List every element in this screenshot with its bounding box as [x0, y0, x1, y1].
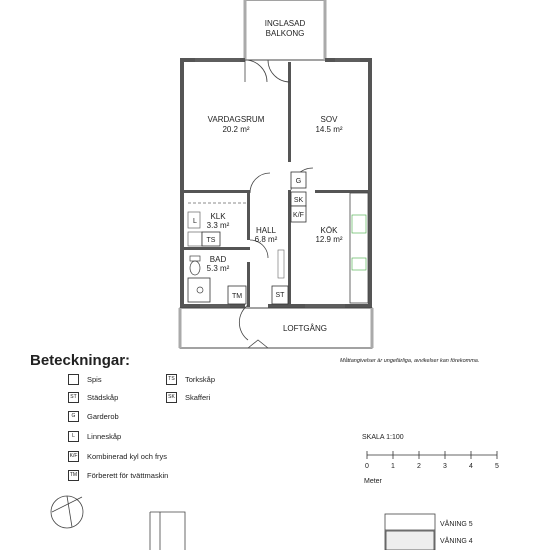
closet-area: 3.3 m²: [206, 221, 230, 230]
balcony-label-1: INGLASAD: [264, 19, 306, 28]
hall-name: HALL: [255, 226, 277, 235]
scale-tick: 3: [443, 463, 447, 470]
legend-label: Kombinerad kyl och frys: [87, 451, 168, 461]
legend-item: [68, 372, 102, 386]
stove-icon: [68, 374, 79, 385]
closet-name: KLK: [210, 212, 226, 221]
legend-item: [68, 449, 167, 463]
legend-code: K/F: [68, 451, 79, 462]
balcony-label-2: BALKONG: [265, 29, 305, 38]
kitchen-area: 12.9 m²: [315, 235, 343, 244]
living-name: VARDAGSRUM: [207, 115, 265, 124]
legend-item: [166, 390, 210, 404]
legend-code: G: [68, 411, 79, 422]
kitchen-counter: [350, 193, 368, 303]
hall-area: 6.8 m²: [254, 235, 278, 244]
legend-item: [68, 468, 168, 482]
disclaimer-note: Måttangivelser är ungefärliga, avvikelser kan förekomma.: [340, 358, 480, 364]
legend-item: [68, 429, 121, 443]
legend-label: Städskåp: [87, 392, 119, 402]
bath-area: 5.3 m²: [206, 264, 230, 273]
legend-code: ST: [68, 392, 79, 403]
scale-tick: 2: [417, 463, 421, 470]
fixture-SK: SK: [293, 197, 304, 204]
fixture-G: G: [295, 178, 302, 185]
floor-indicator: [385, 514, 435, 550]
legend-label: Skafferi: [185, 392, 211, 402]
gallery: [180, 308, 372, 348]
scale-tick: 0: [365, 463, 369, 470]
floor-label-5: VÅNING 5: [440, 521, 473, 528]
fixture-L: L: [193, 218, 197, 225]
floor-label-4: VÅNING 4: [440, 538, 473, 545]
legend-label: Linneskåp: [87, 431, 122, 441]
scale-tick: 5: [495, 463, 499, 470]
building-outline: [150, 512, 185, 550]
legend-item: [68, 409, 119, 423]
legend-label: Spis: [87, 374, 102, 384]
fixture-ST: ST: [275, 292, 285, 299]
legend-item: [68, 390, 118, 404]
fixture-TM: TM: [231, 293, 243, 300]
hall-radiator: [278, 250, 284, 278]
fixture-KF: K/F: [293, 212, 304, 219]
scale-bar: [367, 451, 497, 459]
bedroom-area: 14.5 m²: [315, 125, 343, 134]
compass-icon: [51, 496, 83, 528]
legend-code: TS: [166, 374, 177, 385]
legend-item: [166, 372, 215, 386]
legend-code: L: [68, 431, 79, 442]
balcony: [245, 0, 325, 60]
legend-code: SK: [166, 392, 177, 403]
living-area: 20.2 m²: [222, 125, 250, 134]
legend-code: TM: [68, 470, 79, 481]
scale-tick: 1: [391, 463, 395, 470]
legend-label: Förberett för tvättmaskin: [87, 470, 169, 480]
fixture-TS: TS: [206, 237, 216, 244]
bedroom-name: SOV: [320, 115, 338, 124]
legend-label: Garderob: [87, 411, 119, 421]
legend-title: Beteckningar:: [30, 352, 131, 369]
scale-unit: Meter: [364, 478, 382, 485]
scale-tick: 4: [469, 463, 473, 470]
kitchen-name: KÖK: [320, 226, 338, 235]
bath-name: BAD: [209, 255, 227, 264]
gallery-label: LOFTGÅNG: [282, 324, 328, 333]
scale-title: SKALA 1:100: [362, 434, 404, 441]
legend-label: Torkskåp: [185, 374, 216, 384]
